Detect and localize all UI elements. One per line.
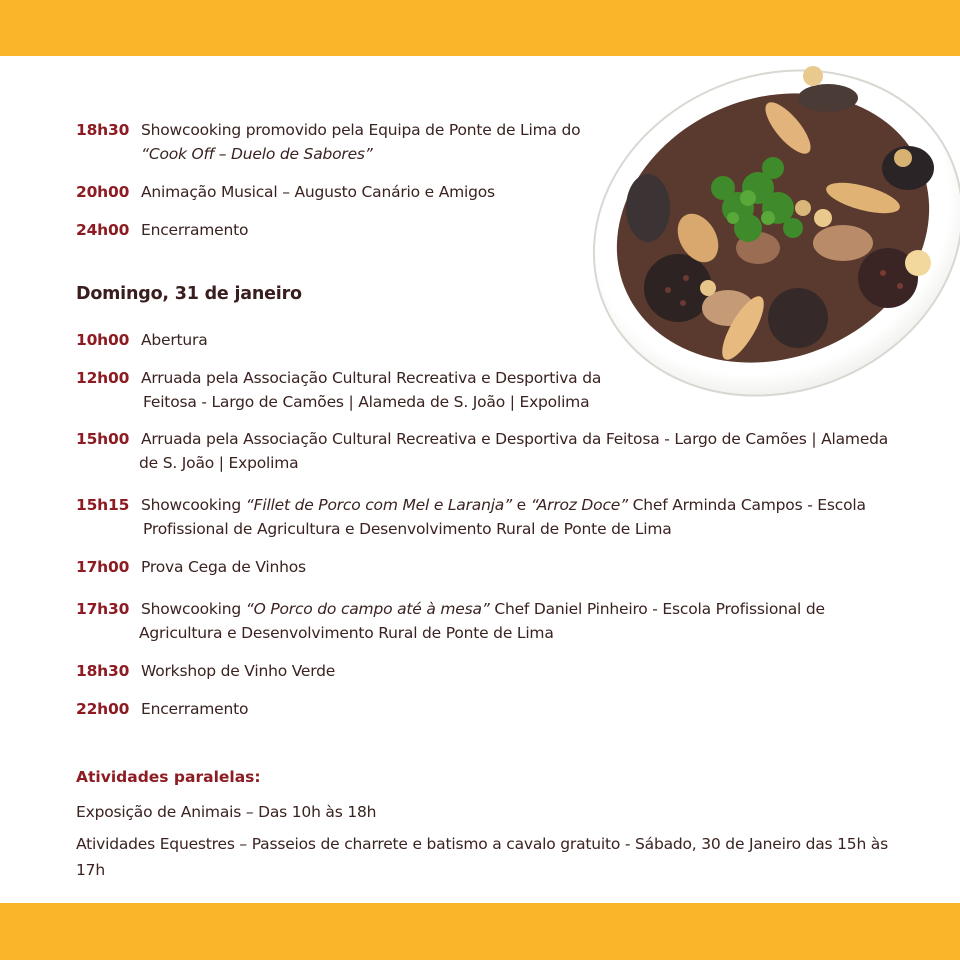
schedule-description [141, 427, 941, 475]
description-line: Profissional de Agricultura e Desenvolvimento Rural de Ponte de Lima [143, 520, 672, 538]
schedule-time: 12h00 [76, 369, 130, 387]
description-italic: “Arroz Doce” [530, 496, 628, 514]
schedule-time: 15h15 [76, 496, 130, 514]
description-text: Showcooking promovido pela Equipa de Ponte de Lima do [141, 121, 581, 139]
schedule-description [141, 366, 661, 414]
description-line: de S. João | Expolima [139, 454, 299, 472]
description-text: Showcooking [141, 600, 246, 618]
bottom-band [0, 903, 960, 960]
description-italic: “Cook Off – Duelo de Sabores” [141, 145, 373, 163]
description-line: Agricultura e Desenvolvimento Rural de Ponte de Lima [139, 624, 554, 642]
schedule-description: Prova Cega de Vinhos [141, 558, 306, 576]
description-text: Chef Daniel Pinheiro - Escola Profissional de [489, 600, 825, 618]
parallel-activity: Exposição de Animais – Das 10h às 18h [76, 803, 377, 821]
schedule-time: 20h00 [76, 183, 130, 201]
parallel-activity: Atividades Equestres – Passeios de charrete e batismo a cavalo gratuito - Sábado, 30 de Janeiro das 15h às 17h [76, 835, 888, 879]
schedule-time: 10h00 [76, 331, 130, 349]
description-line: Feitosa - Largo de Camões | Alameda de S. João | Expolima [143, 393, 590, 411]
schedule-time: 18h30 [76, 662, 130, 680]
description-italic: “Fillet de Porco com Mel e Laranja” [245, 496, 512, 514]
top-band [0, 0, 960, 56]
parallel-activities-heading: Atividades paralelas: [76, 768, 261, 786]
schedule-time: 18h30 [76, 121, 130, 139]
schedule-description: Workshop de Vinho Verde [141, 662, 336, 680]
schedule-description: Animação Musical – Augusto Canário e Amigos [141, 183, 495, 201]
schedule-description: Encerramento [141, 221, 249, 239]
schedule-description [141, 118, 661, 166]
schedule-description: Encerramento [141, 700, 249, 718]
schedule-time: 15h00 [76, 430, 130, 448]
schedule-description [141, 597, 941, 645]
schedule-time: 22h00 [76, 700, 130, 718]
day-heading: Domingo, 31 de janeiro [76, 284, 302, 304]
schedule-time: 24h00 [76, 221, 130, 239]
description-line: Arruada pela Associação Cultural Recreativa e Desportiva da [141, 369, 602, 387]
description-italic: “O Porco do campo até à mesa” [245, 600, 490, 618]
description-text: Showcooking [141, 496, 246, 514]
description-text: e [511, 496, 531, 514]
description-line: Arruada pela Associação Cultural Recreativa e Desportiva da Feitosa - Largo de Camões | Alameda [141, 430, 889, 448]
schedule-time: 17h30 [76, 600, 130, 618]
schedule-time: 17h00 [76, 558, 130, 576]
schedule-description: Abertura [141, 331, 208, 349]
description-text: Chef Arminda Campos - Escola [627, 496, 866, 514]
schedule-description [141, 493, 941, 541]
